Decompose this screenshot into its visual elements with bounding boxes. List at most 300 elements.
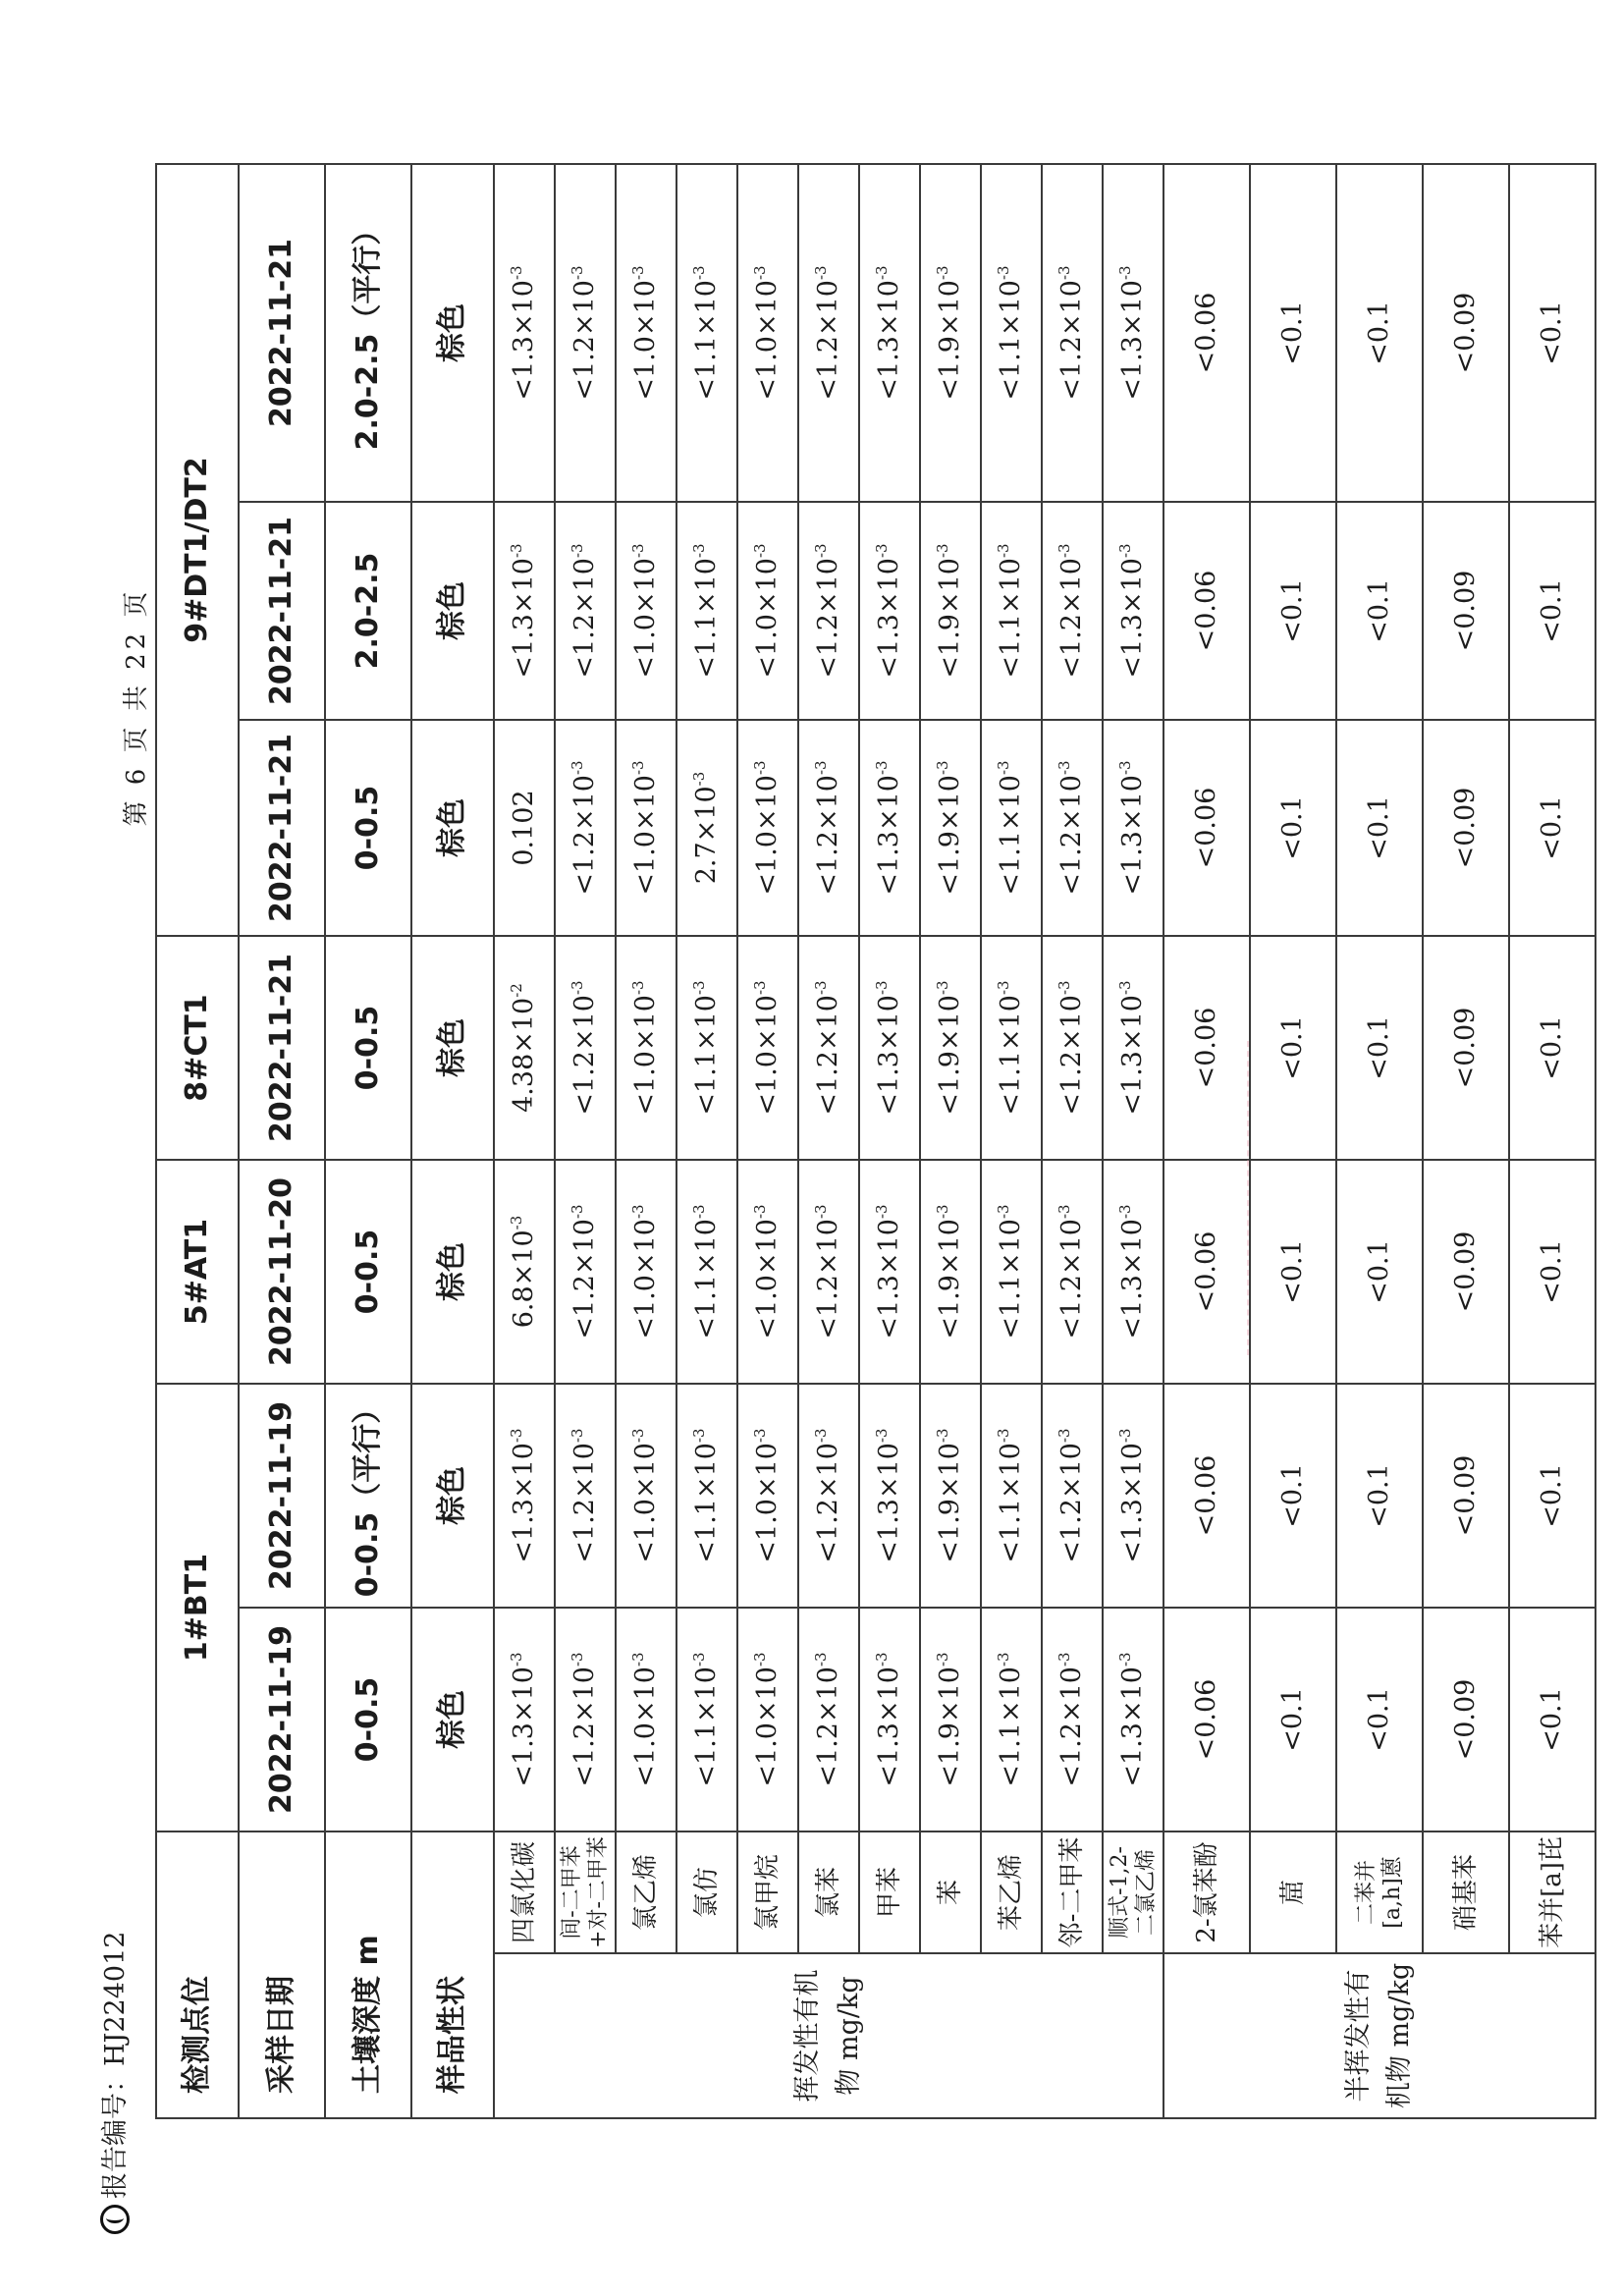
- value-exponent: -3: [873, 980, 892, 996]
- seal-stamp-trace: [1247, 1041, 1308, 1355]
- times-ten-symbol: ×10: [1056, 1219, 1088, 1276]
- times-ten-symbol: ×10: [509, 280, 540, 337]
- value-exponent: -3: [1055, 1204, 1074, 1220]
- result-value: [981, 502, 1042, 720]
- value-mantissa: <1.1: [996, 336, 1027, 401]
- value-exponent: -3: [690, 543, 709, 559]
- header-row-station: [156, 164, 239, 2118]
- value-exponent: -3: [873, 760, 892, 776]
- result-value: [981, 164, 1042, 502]
- value-exponent: -3: [812, 980, 831, 996]
- result-value: [920, 1384, 981, 1608]
- result-value: [1509, 1384, 1596, 1608]
- header-row-date: [239, 164, 325, 2118]
- result-value: [1103, 1160, 1163, 1384]
- sample-depth: 0-0.5: [325, 936, 411, 1160]
- value-mantissa: <0.06: [1191, 1007, 1222, 1089]
- analyte-name: 䓛: [1250, 1831, 1336, 1953]
- value-mantissa: <0.1: [1537, 1687, 1568, 1752]
- sample-property: 棕色: [411, 502, 494, 720]
- result-value: [920, 1608, 981, 1831]
- times-ten-symbol: ×10: [509, 558, 540, 615]
- value-mantissa: <0.09: [1450, 292, 1482, 374]
- analyte-name: 氯甲烷: [737, 1831, 798, 1953]
- result-value: [1042, 936, 1103, 1160]
- value-mantissa: <0.1: [1277, 1015, 1309, 1080]
- value-exponent: -3: [995, 543, 1013, 559]
- result-value: [494, 1384, 555, 1608]
- times-ten-symbol: ×10: [1056, 558, 1088, 615]
- table-row: [859, 164, 920, 2118]
- sample-depth: 0-0.5: [325, 720, 411, 936]
- value-exponent: -3: [568, 543, 587, 559]
- value-mantissa: <1.2: [569, 831, 601, 896]
- results-body: [494, 164, 1596, 2118]
- result-value: [1163, 164, 1250, 502]
- times-ten-symbol: ×10: [752, 1219, 784, 1276]
- value-mantissa: <1.2: [569, 1499, 601, 1563]
- times-ten-symbol: ×10: [630, 280, 662, 337]
- result-value: [555, 720, 616, 936]
- table-row: [555, 164, 616, 2118]
- value-exponent: -3: [1116, 980, 1135, 996]
- table-row: [494, 164, 555, 2118]
- result-value: [1163, 502, 1250, 720]
- result-value: [920, 1160, 981, 1384]
- times-ten-symbol: ×10: [691, 1667, 723, 1723]
- value-exponent: -3: [508, 1215, 526, 1230]
- value-exponent: -3: [508, 1428, 526, 1444]
- value-mantissa: <1.0: [752, 336, 784, 401]
- result-value: [676, 502, 737, 720]
- value-mantissa: <0.09: [1450, 1678, 1482, 1761]
- value-mantissa: <0.1: [1277, 1687, 1309, 1752]
- times-ten-symbol: ×10: [996, 1667, 1027, 1723]
- times-ten-symbol: ×10: [874, 1443, 905, 1500]
- value-mantissa: 4.38: [509, 1053, 540, 1113]
- value-mantissa: <1.1: [691, 336, 723, 401]
- sample-date: 2022-11-20: [239, 1160, 325, 1384]
- value-mantissa: <1.1: [996, 614, 1027, 679]
- result-value: [1103, 1608, 1163, 1831]
- category-label: 挥发性有机物 mg/kg: [494, 1953, 1163, 2118]
- value-exponent: -3: [1116, 543, 1135, 559]
- value-exponent: -3: [934, 1428, 952, 1444]
- value-mantissa: <1.2: [1056, 336, 1088, 401]
- result-value: [920, 936, 981, 1160]
- value-mantissa: <1.3: [874, 614, 905, 679]
- value-mantissa: <1.2: [813, 614, 844, 679]
- result-value: [859, 1160, 920, 1384]
- value-mantissa: <1.3: [874, 1499, 905, 1563]
- sample-depth: 2.0-2.5: [325, 502, 411, 720]
- table-row: [1509, 164, 1596, 2118]
- result-value: [1163, 720, 1250, 936]
- times-ten-symbol: ×10: [752, 558, 784, 615]
- result-value: [1509, 502, 1596, 720]
- value-mantissa: <0.06: [1191, 1230, 1222, 1313]
- table-row: [1042, 164, 1103, 2118]
- value-exponent: -3: [508, 1652, 526, 1667]
- times-ten-symbol: ×10: [1117, 1443, 1149, 1500]
- analyte-name: 2-氯苯酚: [1163, 1831, 1250, 1953]
- times-ten-symbol: ×10: [569, 775, 601, 832]
- value-mantissa: <0.1: [1364, 578, 1395, 643]
- value-exponent: -3: [812, 265, 831, 281]
- times-ten-symbol: ×10: [813, 558, 844, 615]
- times-ten-symbol: ×10: [691, 786, 723, 843]
- value-mantissa: <0.1: [1277, 301, 1309, 365]
- analyte-name: 苯: [920, 1831, 981, 1953]
- result-value: [1103, 936, 1163, 1160]
- sample-property: 棕色: [411, 1608, 494, 1831]
- times-ten-symbol: ×10: [813, 775, 844, 832]
- result-value: [676, 1160, 737, 1384]
- result-value: [1509, 164, 1596, 502]
- value-exponent: -3: [751, 265, 770, 281]
- times-ten-symbol: ×10: [569, 558, 601, 615]
- value-mantissa: <1.3: [874, 336, 905, 401]
- value-exponent: -3: [629, 760, 648, 776]
- value-exponent: -3: [995, 980, 1013, 996]
- times-ten-symbol: ×10: [509, 1667, 540, 1723]
- value-mantissa: <0.06: [1191, 1454, 1222, 1537]
- value-exponent: -3: [934, 543, 952, 559]
- value-mantissa: <1.9: [935, 1051, 966, 1116]
- value-exponent: -3: [995, 265, 1013, 281]
- result-value: [494, 164, 555, 502]
- value-mantissa: <1.0: [752, 1499, 784, 1563]
- result-value: [676, 1608, 737, 1831]
- value-mantissa: <1.3: [874, 1722, 905, 1787]
- value-exponent: -3: [934, 1652, 952, 1667]
- result-value: [859, 936, 920, 1160]
- table-row: [920, 164, 981, 2118]
- value-exponent: -3: [1055, 1428, 1074, 1444]
- value-exponent: -3: [690, 771, 709, 787]
- times-ten-symbol: ×10: [874, 995, 905, 1052]
- times-ten-symbol: ×10: [509, 1443, 540, 1500]
- value-mantissa: <1.2: [1056, 1275, 1088, 1339]
- table-row: [1423, 164, 1509, 2118]
- times-ten-symbol: ×10: [874, 1667, 905, 1723]
- table-row: [1336, 164, 1423, 2118]
- value-exponent: -3: [629, 1428, 648, 1444]
- result-value: [494, 502, 555, 720]
- results-table: [155, 163, 1596, 2119]
- times-ten-symbol: ×10: [1117, 775, 1149, 832]
- value-exponent: -3: [812, 760, 831, 776]
- station-8ct1: 8#CT1: [156, 936, 239, 1160]
- result-value: [1509, 1160, 1596, 1384]
- value-mantissa: <1.3: [1117, 831, 1149, 896]
- value-mantissa: <1.1: [996, 831, 1027, 896]
- value-exponent: -3: [812, 543, 831, 559]
- analyte-name: 氯仿: [676, 1831, 737, 1953]
- value-exponent: -3: [508, 543, 526, 559]
- result-value: [1509, 1608, 1596, 1831]
- value-exponent: -3: [812, 1204, 831, 1220]
- analyte-name: 氯苯: [798, 1831, 859, 1953]
- company-logo-icon: [100, 2205, 130, 2234]
- value-exponent: -3: [751, 1428, 770, 1444]
- value-mantissa: <0.09: [1450, 1454, 1482, 1537]
- value-mantissa: <1.1: [691, 1275, 723, 1339]
- result-value: [1336, 936, 1423, 1160]
- value-exponent: -3: [934, 265, 952, 281]
- analyte-name: 苯乙烯: [981, 1831, 1042, 1953]
- value-mantissa: <1.2: [569, 1275, 601, 1339]
- result-value: [1509, 720, 1596, 936]
- value-exponent: -3: [690, 980, 709, 996]
- value-mantissa: <1.2: [813, 1722, 844, 1787]
- result-value: [555, 164, 616, 502]
- value-exponent: -3: [629, 1204, 648, 1220]
- value-exponent: -3: [934, 760, 952, 776]
- value-exponent: -2: [508, 983, 526, 998]
- value-mantissa: <1.2: [813, 1499, 844, 1563]
- value-mantissa: <1.2: [1056, 1051, 1088, 1116]
- result-value: [859, 164, 920, 502]
- value-exponent: -3: [995, 1428, 1013, 1444]
- sample-date: 2022-11-19: [239, 1608, 325, 1831]
- table-row: [616, 164, 676, 2118]
- value-mantissa: <1.2: [813, 336, 844, 401]
- header-label-property: 样品性状: [411, 1831, 494, 2118]
- times-ten-symbol: ×10: [813, 995, 844, 1052]
- value-mantissa: <1.1: [691, 1051, 723, 1116]
- value-mantissa: <1.0: [752, 1275, 784, 1339]
- value-mantissa: <0.06: [1191, 1678, 1222, 1761]
- result-value: [1509, 936, 1596, 1160]
- value-exponent: -3: [568, 760, 587, 776]
- result-value: [1250, 1384, 1336, 1608]
- value-mantissa: <1.3: [1117, 614, 1149, 679]
- result-value: [494, 720, 555, 936]
- result-value: [1336, 164, 1423, 502]
- result-value: [616, 1384, 676, 1608]
- value-mantissa: <1.2: [1056, 614, 1088, 679]
- value-mantissa: <1.1: [996, 1722, 1027, 1787]
- value-exponent: -3: [1055, 1652, 1074, 1667]
- times-ten-symbol: ×10: [935, 558, 966, 615]
- analyte-name: 四氯化碳: [494, 1831, 555, 1953]
- value-exponent: -3: [629, 543, 648, 559]
- analyte-name: 间-二甲苯+对-二甲苯: [555, 1831, 616, 1953]
- sample-date: 2022-11-21: [239, 164, 325, 502]
- times-ten-symbol: ×10: [630, 995, 662, 1052]
- value-exponent: -3: [568, 1652, 587, 1667]
- times-ten-symbol: ×10: [1056, 280, 1088, 337]
- value-mantissa: <1.3: [509, 1499, 540, 1563]
- result-value: [1336, 1608, 1423, 1831]
- value-exponent: -3: [568, 1204, 587, 1220]
- value-mantissa: <1.2: [569, 1722, 601, 1787]
- result-value: [920, 164, 981, 502]
- times-ten-symbol: ×10: [691, 558, 723, 615]
- value-mantissa: <1.1: [996, 1499, 1027, 1563]
- result-value: [676, 936, 737, 1160]
- value-mantissa: <1.0: [630, 1722, 662, 1787]
- result-value: [737, 1384, 798, 1608]
- value-exponent: -3: [1055, 760, 1074, 776]
- value-mantissa: <1.3: [509, 1722, 540, 1787]
- result-value: [981, 1384, 1042, 1608]
- value-exponent: -3: [1116, 1204, 1135, 1220]
- sample-property: 棕色: [411, 1160, 494, 1384]
- value-mantissa: <1.3: [874, 831, 905, 896]
- value-mantissa: <0.1: [1537, 1463, 1568, 1528]
- sample-depth: 2.0-2.5（平行）: [325, 164, 411, 502]
- value-mantissa: <1.9: [935, 1499, 966, 1563]
- value-mantissa: <0.1: [1364, 795, 1395, 860]
- result-value: [1423, 1160, 1509, 1384]
- times-ten-symbol: ×10: [1117, 995, 1149, 1052]
- times-ten-symbol: ×10: [569, 995, 601, 1052]
- value-exponent: -3: [568, 1428, 587, 1444]
- times-ten-symbol: ×10: [996, 280, 1027, 337]
- value-mantissa: <1.3: [509, 614, 540, 679]
- value-mantissa: <1.3: [874, 1051, 905, 1116]
- result-value: [555, 1160, 616, 1384]
- value-mantissa: <1.0: [752, 831, 784, 896]
- result-value: [1423, 1608, 1509, 1831]
- result-value: [798, 164, 859, 502]
- times-ten-symbol: ×10: [752, 995, 784, 1052]
- times-ten-symbol: ×10: [630, 1443, 662, 1500]
- sample-property: 棕色: [411, 720, 494, 936]
- table-row: [798, 164, 859, 2118]
- category-label: 半挥发性有机物 mg/kg: [1163, 1953, 1596, 2118]
- result-value: [1042, 1384, 1103, 1608]
- result-value: [1423, 164, 1509, 502]
- result-value: [981, 936, 1042, 1160]
- value-mantissa: <1.0: [630, 1051, 662, 1116]
- times-ten-symbol: ×10: [996, 995, 1027, 1052]
- times-ten-symbol: ×10: [996, 558, 1027, 615]
- result-value: [555, 502, 616, 720]
- result-value: [737, 502, 798, 720]
- result-value: [676, 720, 737, 936]
- value-exponent: -3: [1055, 265, 1074, 281]
- sample-date: 2022-11-21: [239, 936, 325, 1160]
- value-mantissa: <0.1: [1364, 1463, 1395, 1528]
- result-value: [798, 502, 859, 720]
- value-mantissa: <1.2: [813, 1051, 844, 1116]
- header-row-property: [411, 164, 494, 2118]
- result-value: [616, 502, 676, 720]
- times-ten-symbol: ×10: [813, 280, 844, 337]
- result-value: [1163, 1384, 1250, 1608]
- times-ten-symbol: ×10: [630, 558, 662, 615]
- times-ten-symbol: ×10: [1056, 1443, 1088, 1500]
- times-ten-symbol: ×10: [509, 1230, 540, 1286]
- times-ten-symbol: ×10: [935, 995, 966, 1052]
- times-ten-symbol: ×10: [1056, 995, 1088, 1052]
- result-value: [494, 936, 555, 1160]
- analyte-name: 苯并[a]芘: [1509, 1831, 1596, 1953]
- result-value: [859, 502, 920, 720]
- value-mantissa: <1.2: [813, 831, 844, 896]
- value-mantissa: <1.3: [1117, 1275, 1149, 1339]
- value-exponent: -3: [1116, 265, 1135, 281]
- table-row: [1103, 164, 1163, 2118]
- value-mantissa: <1.9: [935, 1722, 966, 1787]
- value-mantissa: <1.0: [630, 336, 662, 401]
- result-value: [1042, 1608, 1103, 1831]
- result-value: [798, 1384, 859, 1608]
- times-ten-symbol: ×10: [935, 775, 966, 832]
- result-value: [737, 936, 798, 1160]
- times-ten-symbol: ×10: [1056, 775, 1088, 832]
- times-ten-symbol: ×10: [1117, 558, 1149, 615]
- times-ten-symbol: ×10: [509, 997, 540, 1054]
- result-value: [981, 720, 1042, 936]
- result-value: [616, 1608, 676, 1831]
- value-mantissa: <1.0: [752, 1051, 784, 1116]
- value-mantissa: <0.1: [1364, 1687, 1395, 1752]
- report-number-text: 报告编号：HJ224012: [100, 1931, 131, 2199]
- result-value: [1163, 1608, 1250, 1831]
- value-exponent: -3: [751, 543, 770, 559]
- times-ten-symbol: ×10: [813, 1443, 844, 1500]
- sample-depth: 0-0.5（平行）: [325, 1384, 411, 1608]
- value-exponent: -3: [934, 980, 952, 996]
- result-value: [1250, 720, 1336, 936]
- header-label-date: 采样日期: [239, 1831, 325, 2118]
- header-row-depth: [325, 164, 411, 2118]
- times-ten-symbol: ×10: [630, 1219, 662, 1276]
- sample-property: 棕色: [411, 936, 494, 1160]
- analyte-name: 顺式-1,2-二氯乙烯: [1103, 1831, 1163, 1953]
- result-value: [616, 1160, 676, 1384]
- value-exponent: -3: [751, 760, 770, 776]
- times-ten-symbol: ×10: [935, 1443, 966, 1500]
- value-exponent: -3: [629, 1652, 648, 1667]
- result-value: [798, 720, 859, 936]
- result-value: [737, 164, 798, 502]
- value-mantissa: <1.3: [874, 1275, 905, 1339]
- value-exponent: -3: [873, 1428, 892, 1444]
- value-mantissa: <0.09: [1450, 787, 1482, 869]
- value-exponent: -3: [1116, 1428, 1135, 1444]
- value-mantissa: <0.1: [1537, 1015, 1568, 1080]
- times-ten-symbol: ×10: [1056, 1667, 1088, 1723]
- times-ten-symbol: ×10: [752, 1443, 784, 1500]
- sample-depth: 0-0.5: [325, 1160, 411, 1384]
- value-exponent: -3: [995, 760, 1013, 776]
- value-mantissa: <0.1: [1277, 578, 1309, 643]
- times-ten-symbol: ×10: [935, 1219, 966, 1276]
- analyte-name: 二苯并[a,h]蒽: [1336, 1831, 1423, 1953]
- value-mantissa: <1.3: [1117, 1499, 1149, 1563]
- value-mantissa: <1.9: [935, 614, 966, 679]
- times-ten-symbol: ×10: [569, 280, 601, 337]
- analyte-name: 邻-二甲苯: [1042, 1831, 1103, 1953]
- value-exponent: -3: [568, 980, 587, 996]
- times-ten-symbol: ×10: [996, 1443, 1027, 1500]
- result-value: [616, 936, 676, 1160]
- value-mantissa: <0.1: [1364, 1015, 1395, 1080]
- value-mantissa: <1.2: [813, 1275, 844, 1339]
- value-exponent: -3: [751, 1652, 770, 1667]
- result-value: [1336, 1384, 1423, 1608]
- result-value: [1042, 1160, 1103, 1384]
- result-value: [1336, 720, 1423, 936]
- times-ten-symbol: ×10: [569, 1443, 601, 1500]
- value-exponent: -3: [690, 1204, 709, 1220]
- value-mantissa: <1.1: [691, 614, 723, 679]
